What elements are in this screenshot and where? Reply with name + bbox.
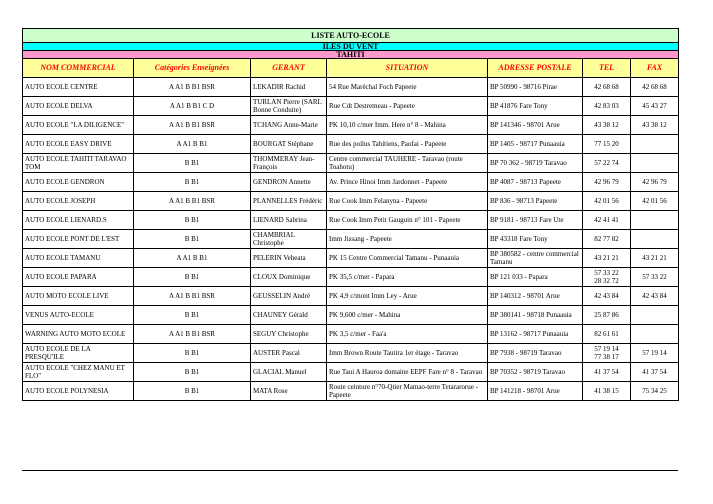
cell-tel: 43 21 21 — [583, 249, 631, 268]
cell-categories: B B1 — [134, 306, 251, 325]
table-row — [23, 382, 679, 401]
cell-categories: A A1 B B1 BSR — [134, 325, 251, 344]
cell-categories: B B1 — [134, 344, 251, 363]
cell-fax: 57 33 22 — [631, 268, 679, 287]
column-header-nom: NOM COMMERCIAL — [23, 59, 134, 78]
cell-fax: 41 37 54 — [631, 363, 679, 382]
cell-nom: VENUS AUTO-ECOLE — [23, 306, 134, 325]
cell-gerant: LIENARD Sabrina — [251, 211, 327, 230]
cell-situation: PK 35,5 c/mer - Papara — [327, 268, 488, 287]
cell-situation: Rue des poilus Tahitiens, Paofai - Papeete — [327, 135, 488, 154]
cell-categories: A A1 B B1 — [134, 135, 251, 154]
cell-situation: PK 4,9 c/mont Imm Ley - Arue — [327, 287, 488, 306]
table-row — [23, 344, 679, 363]
cell-fax: 42 68 68 — [631, 78, 679, 97]
cell-situation: Imm Jissang - Papeete — [327, 230, 488, 249]
table-row — [23, 211, 679, 230]
table-row — [23, 230, 679, 249]
cell-nom: AUTO ECOLE DE LA PRESQU'ILE — [23, 344, 134, 363]
cell-nom: AUTO ECOLE PAPARA — [23, 268, 134, 287]
cell-situation: Rue Cook Imm Petit Gauguin n° 101 - Papeete — [327, 211, 488, 230]
cell-adresse: BP 9181 - 98713 Fare Ute — [488, 211, 583, 230]
cell-categories: A A1 B B1 C D — [134, 97, 251, 116]
region-band — [23, 43, 679, 51]
table-row — [23, 363, 679, 382]
cell-gerant: THOMMERAY Jean-François — [251, 154, 327, 173]
cell-tel: 77 15 20 — [583, 135, 631, 154]
table-row — [23, 135, 679, 154]
island-band — [23, 51, 679, 59]
cell-adresse: BP 141218 - 98701 Arue — [488, 382, 583, 401]
cell-nom: AUTO ECOLE CENTRE — [23, 78, 134, 97]
cell-nom: AUTO ECOLE DELVA — [23, 97, 134, 116]
cell-fax: 45 43 27 — [631, 97, 679, 116]
cell-gerant: MATA Rose — [251, 382, 327, 401]
cell-gerant: CHAUNEY Gérald — [251, 306, 327, 325]
cell-adresse: BP 380582 - centre commercial Tamanu — [488, 249, 583, 268]
cell-adresse: BP 70352 - 98719 Taravao — [488, 363, 583, 382]
cell-fax: 43 38 12 — [631, 116, 679, 135]
cell-nom: AUTO ECOLE EASY DRIVE — [23, 135, 134, 154]
cell-categories: B B1 — [134, 230, 251, 249]
cell-nom: AUTO ECOLE GENDRON — [23, 173, 134, 192]
cell-gerant: GENDRON Annette — [251, 173, 327, 192]
cell-categories: B B1 — [134, 211, 251, 230]
cell-gerant: CLOUX Dominique — [251, 268, 327, 287]
cell-tel: 57 19 14 77 38 17 — [583, 344, 631, 363]
cell-fax — [631, 211, 679, 230]
cell-nom: AUTO ECOLE JOSEPH — [23, 192, 134, 211]
cell-gerant: TCHANG Anne-Marie — [251, 116, 327, 135]
cell-adresse: BP 13162 - 98717 Punaauia — [488, 325, 583, 344]
cell-categories: B B1 — [134, 268, 251, 287]
cell-categories: A A1 B B1 BSR — [134, 116, 251, 135]
cell-adresse: BP 836 - 98713 Papeete — [488, 192, 583, 211]
cell-gerant: GLACIAL Manuel — [251, 363, 327, 382]
cell-categories: B B1 — [134, 154, 251, 173]
column-header-tel: TEL — [583, 59, 631, 78]
cell-categories: B B1 — [134, 363, 251, 382]
cell-tel: 57 22 74 — [583, 154, 631, 173]
cell-situation: Av. Prince Hinoi Imm Jardonnet - Papeete — [327, 173, 488, 192]
cell-tel: 57 33 22 28 32 72 — [583, 268, 631, 287]
cell-gerant: PLANNELLES Frédéric — [251, 192, 327, 211]
cell-tel: 42 43 84 — [583, 287, 631, 306]
cell-situation: Imm Brown Route Tautira 1er étage - Taravao — [327, 344, 488, 363]
cell-fax — [631, 306, 679, 325]
column-header-gerant: GERANT — [251, 59, 327, 78]
cell-adresse: BP 70 362 - 98719 Taravao — [488, 154, 583, 173]
island-label: TAHITI — [23, 51, 679, 59]
table-row — [23, 287, 679, 306]
cell-categories: B B1 — [134, 173, 251, 192]
cell-tel: 42 83 03 — [583, 97, 631, 116]
region-label: ILES DU VENT — [23, 43, 679, 51]
cell-adresse: BP 50990 - 98716 Pirae — [488, 78, 583, 97]
cell-gerant: TURLAN Pierre (SARL Bonne Conduite) — [251, 97, 327, 116]
cell-gerant: PELERIN Veheata — [251, 249, 327, 268]
table-row — [23, 192, 679, 211]
cell-nom: AUTO MOTO ECOLE LIVE — [23, 287, 134, 306]
cell-situation: Route ceinture n°70-Qtier Mamao-terre Tetararorue - Papeete — [327, 382, 488, 401]
cell-adresse: BP 121 033 - Papara — [488, 268, 583, 287]
cell-situation: Rue Cook Imm Felanyna - Papeete — [327, 192, 488, 211]
cell-nom: AUTO ECOLE "LA DILIGENCE" — [23, 116, 134, 135]
column-header-categories: Catégories Enseignées — [134, 59, 251, 78]
cell-adresse: BP 380141 - 98718 Punaauia — [488, 306, 583, 325]
list-title: LISTE AUTO-ECOLE — [23, 29, 679, 43]
cell-fax: 42 43 84 — [631, 287, 679, 306]
cell-situation: Rue Taui A Hauroa domaine EEPF Fare n° 8 - Taravao — [327, 363, 488, 382]
cell-categories: A A1 B B1 BSR — [134, 287, 251, 306]
cell-adresse: BP 141346 - 98701 Arue — [488, 116, 583, 135]
table-row — [23, 325, 679, 344]
column-header-adresse: ADRESSE POSTALE — [488, 59, 583, 78]
cell-situation: Rue Cdt Destremeau - Papeete — [327, 97, 488, 116]
cell-nom: AUTO ECOLE PONT DE L'EST — [23, 230, 134, 249]
table-row — [23, 268, 679, 287]
cell-adresse: BP 7938 - 98719 Taravao — [488, 344, 583, 363]
cell-situation: Centre commercial TAUHERE - Taravao (route Toahotu) — [327, 154, 488, 173]
cell-fax: 43 21 21 — [631, 249, 679, 268]
cell-fax: 75 34 25 — [631, 382, 679, 401]
cell-fax — [631, 135, 679, 154]
cell-tel: 82 77 82 — [583, 230, 631, 249]
cell-situation: PK 10,10 c/mer Imm. Here n° 8 - Mahina — [327, 116, 488, 135]
cell-categories: A A1 B B1 BSR — [134, 192, 251, 211]
cell-adresse: BP 140312 - 98701 Arue — [488, 287, 583, 306]
cell-situation: PK 9,600 c/mer - Mahina — [327, 306, 488, 325]
cell-tel: 82 61 61 — [583, 325, 631, 344]
cell-gerant: AUSTER Pascal — [251, 344, 327, 363]
cell-tel: 42 68 68 — [583, 78, 631, 97]
school-list-sheet — [22, 28, 678, 401]
cell-gerant: BOURGAT Stéphane — [251, 135, 327, 154]
cell-gerant: GEUSSELIN André — [251, 287, 327, 306]
table-row — [23, 116, 679, 135]
cell-gerant: LEKADIR Rachid — [251, 78, 327, 97]
cell-categories: B B1 — [134, 382, 251, 401]
cell-tel: 43 38 12 — [583, 116, 631, 135]
table-row — [23, 78, 679, 97]
cell-tel: 25 87 86 — [583, 306, 631, 325]
cell-adresse: BP 1405 - 98717 Punaauia — [488, 135, 583, 154]
cell-nom: AUTO ECOLE "CHEZ MANU ET FLO" — [23, 363, 134, 382]
cell-tel: 42 41 41 — [583, 211, 631, 230]
cell-gerant: CHAMBRIAL Christophe — [251, 230, 327, 249]
table-row — [23, 173, 679, 192]
cell-situation: 54 Rue Maréchal Foch Papeete — [327, 78, 488, 97]
bottom-rule — [22, 470, 678, 471]
cell-nom: WARNING AUTO MOTO ECOLE — [23, 325, 134, 344]
cell-adresse: BP 41876 Fare Tony — [488, 97, 583, 116]
table-row — [23, 97, 679, 116]
cell-fax: 42 96 79 — [631, 173, 679, 192]
cell-fax — [631, 325, 679, 344]
table-row — [23, 306, 679, 325]
cell-nom: AUTO ECOLE TAHITI TARAVAO TOM — [23, 154, 134, 173]
cell-categories: A A1 B B1 — [134, 249, 251, 268]
column-header-row — [23, 59, 679, 78]
cell-fax: 42 01 56 — [631, 192, 679, 211]
column-header-situation: SITUATION — [327, 59, 488, 78]
cell-adresse: BP 4087 - 98713 Papeete — [488, 173, 583, 192]
cell-fax — [631, 154, 679, 173]
cell-nom: AUTO ECOLE POLYNESIA — [23, 382, 134, 401]
column-header-fax: FAX — [631, 59, 679, 78]
cell-fax — [631, 230, 679, 249]
cell-situation: PK 15 Centre Commercial Tamanu - Punaauia — [327, 249, 488, 268]
cell-gerant: SEGUY Christophe — [251, 325, 327, 344]
cell-situation: PK 3,5 c/mer - Faa'a — [327, 325, 488, 344]
cell-tel: 41 37 54 — [583, 363, 631, 382]
cell-tel: 42 96 79 — [583, 173, 631, 192]
cell-tel: 42 01 56 — [583, 192, 631, 211]
cell-tel: 41 38 15 — [583, 382, 631, 401]
cell-categories: A A1 B B1 BSR — [134, 78, 251, 97]
cell-nom: AUTO ECOLE TAMANU — [23, 249, 134, 268]
cell-nom: AUTO ECOLE LIENARD.S — [23, 211, 134, 230]
title-band — [23, 29, 679, 43]
table-row — [23, 154, 679, 173]
table-row — [23, 249, 679, 268]
driving-school-table — [22, 28, 679, 401]
cell-fax: 57 19 14 — [631, 344, 679, 363]
cell-adresse: BP 43318 Fare Tony — [488, 230, 583, 249]
